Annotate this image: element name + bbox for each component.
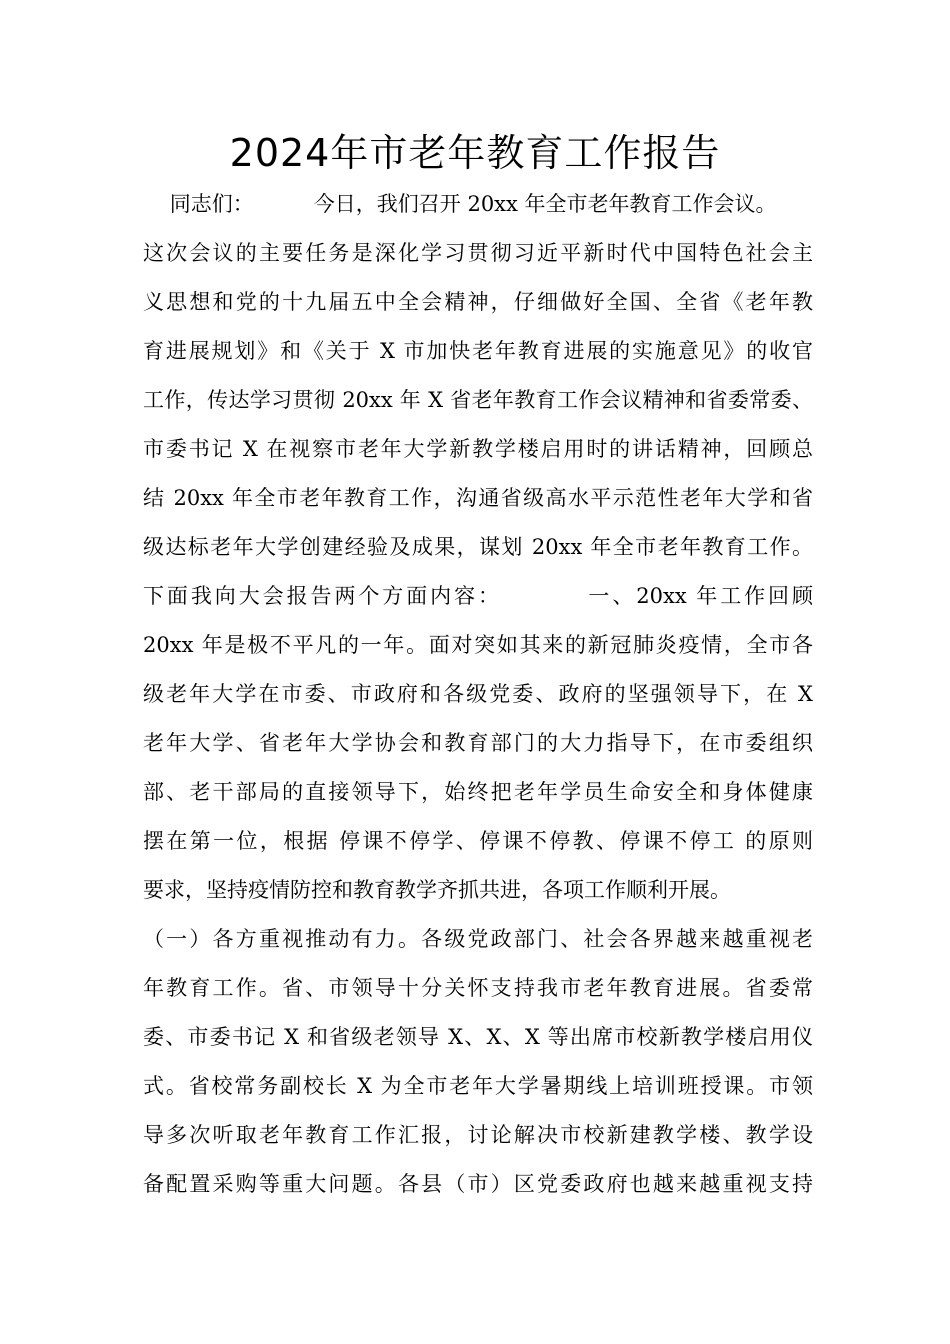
body-line: 导多次听取老年教育工作汇报，讨论解决市校新建教学楼、教学设: [143, 1123, 813, 1147]
body-line: 要求，坚持疫情防控和教育教学齐抓共进，各项工作顺利开展。: [143, 878, 731, 902]
body-line: 义思想和党的十九届五中全会精神，仔细做好全国、全省《老年教: [143, 290, 813, 314]
document-title: 2024年市老年教育工作报告: [229, 131, 721, 175]
body-line: 老年大学、省老年大学协会和教育部门的大力指导下，在市委组织: [143, 731, 813, 755]
body-line: 工作，传达学习贯彻 20xx 年 X 省老年教育工作会议精神和省委常委、: [143, 388, 813, 412]
body-line: 下面我向大会报告两个方面内容： 一、20xx 年工作回顾: [143, 584, 813, 608]
body-line: 这次会议的主要任务是深化学习贯彻习近平新时代中国特色社会主: [143, 241, 813, 265]
body-line: 20xx 年是极不平凡的一年。面对突如其来的新冠肺炎疫情，全市各: [143, 633, 813, 657]
body-line: 委、市委书记 X 和省级老领导 X、X、X 等出席市校新教学楼启用仪: [143, 1025, 813, 1049]
body-line: 摆在第一位，根据 停课不停学、停课不停教、停课不停工 的原则: [143, 829, 813, 853]
body-line: 育进展规划》和《关于 X 市加快老年教育进展的实施意见》的收官: [143, 339, 813, 363]
body-line: 式。省校常务副校长 X 为全市老年大学暑期线上培训班授课。市领: [143, 1074, 813, 1098]
body-line: 备配置采购等重大问题。各县（市）区党委政府也越来越重视支持: [143, 1172, 813, 1196]
body-line: 市委书记 X 在视察市老年大学新教学楼启用时的讲话精神，回顾总: [143, 437, 813, 461]
body-line: 同志们： 今日，我们召开 20xx 年全市老年教育工作会议。: [143, 192, 777, 216]
body-line: （一）各方重视推动有力。各级党政部门、社会各界越来越重视老: [143, 927, 813, 951]
body-line: 结 20xx 年全市老年教育工作，沟通省级高水平示范性老年大学和省: [143, 486, 813, 510]
body-line: 部、老干部局的直接领导下，始终把老年学员生命安全和身体健康: [143, 780, 813, 804]
body-line: 级老年大学在市委、市政府和各级党委、政府的坚强领导下，在 X: [143, 682, 813, 706]
body-line: 年教育工作。省、市领导十分关怀支持我市老年教育进展。省委常: [143, 976, 813, 1000]
document-body: [143, 180, 813, 1209]
body-line: 级达标老年大学创建经验及成果，谋划 20xx 年全市老年教育工作。: [143, 535, 813, 559]
